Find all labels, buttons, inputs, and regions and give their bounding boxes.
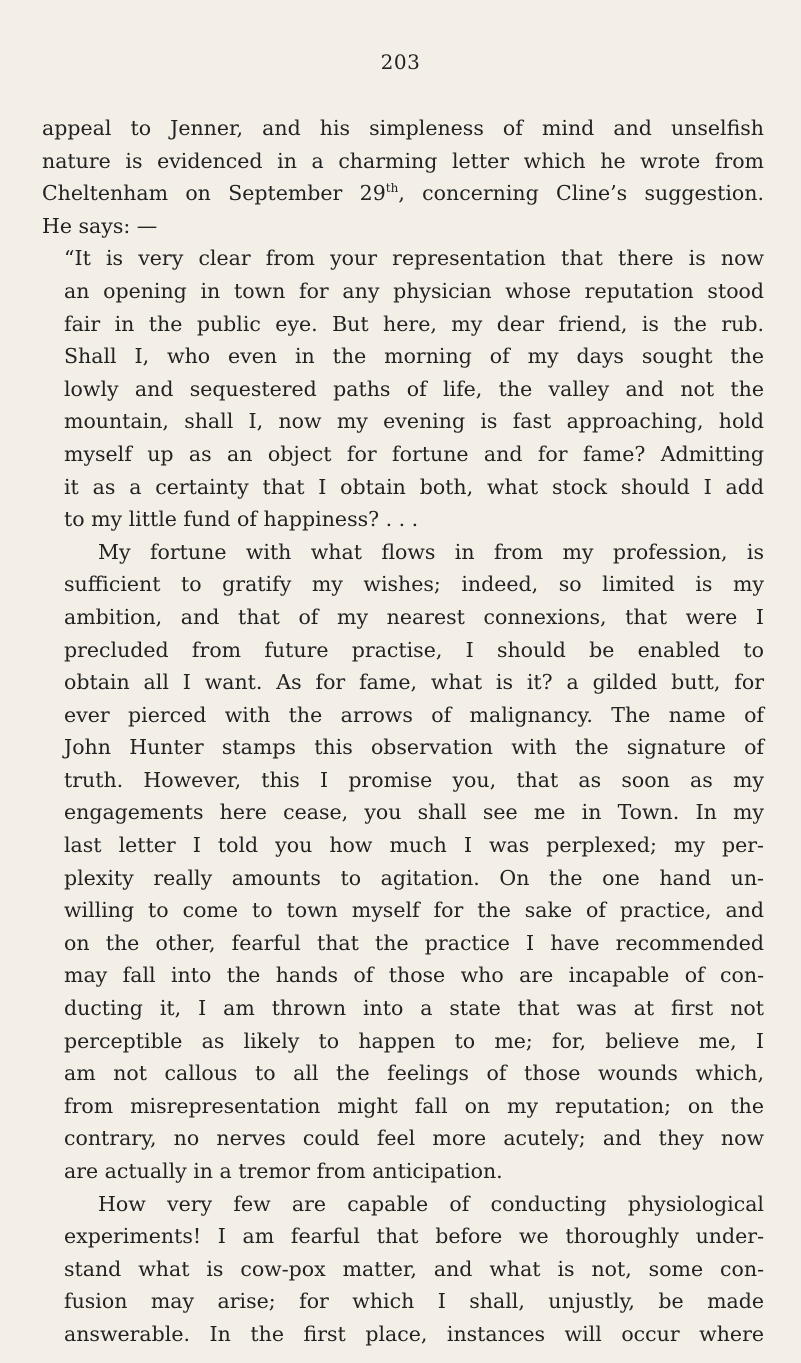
text-line: on the other, fearful that the practice I have recommended bbox=[64, 930, 764, 955]
text-line: Shall I, who even in the morning of my days sought the bbox=[64, 344, 764, 369]
text-line: truth. However, this I promise you, that as soon as my bbox=[64, 767, 764, 792]
text-line: willing to come to town myself for the sake of practice, and bbox=[64, 898, 764, 923]
text-line: How very few are capable of conducting physiological bbox=[98, 1191, 764, 1216]
text-line: to my little fund of happiness? . . . bbox=[64, 507, 419, 532]
text-line: appeal to Jenner, and his simpleness of mind and unselfish bbox=[42, 116, 764, 140]
text-line: obtain all I want. As for fame, what is it? a gilded butt, for bbox=[64, 670, 764, 695]
text-line: plexity really amounts to agitation. On the one hand un- bbox=[64, 865, 764, 890]
text-line: sufficient to gratify my wishes; indeed, so limited is my bbox=[64, 572, 764, 597]
text-line: precluded from future practise, I should be enabled to bbox=[64, 637, 764, 662]
text-line: answerable. In the first place, instances will occur where bbox=[64, 1321, 764, 1346]
text-line: My fortune with what flows in from my profession, is bbox=[98, 539, 764, 564]
text-line: are actually in a tremor from anticipation. bbox=[64, 1159, 503, 1183]
text-line: may fall into the hands of those who are incapable of con- bbox=[64, 963, 764, 988]
text-line: Cheltenham on September 29th, concerning Cline’s suggestion. bbox=[42, 181, 764, 206]
text-line: lowly and sequestered paths of life, the valley and not the bbox=[64, 376, 764, 401]
text-line: perceptible as likely to happen to me; for, believe me, I bbox=[64, 1028, 764, 1053]
text-line: from misrepresentation might fall on my reputation; on the bbox=[64, 1093, 764, 1118]
page-number: 203 bbox=[380, 50, 421, 74]
text-line: ducting it, I am thrown into a state that was at first not bbox=[64, 996, 764, 1021]
text-line: He says: — bbox=[42, 213, 158, 238]
text-line: contrary, no nerves could feel more acutely; and they now bbox=[64, 1126, 764, 1151]
text-line: ambition, and that of my nearest connexions, that were I bbox=[64, 604, 764, 629]
text-line: last letter I told you how much I was perplexed; my per- bbox=[64, 833, 764, 858]
text-line: engagements here cease, you shall see me in Town. In my bbox=[64, 800, 764, 825]
text-line: fair in the public eye. But here, my dear friend, is the rub. bbox=[64, 311, 764, 336]
text-line: it as a certainty that I obtain both, what stock should I add bbox=[64, 474, 764, 499]
text-line: John Hunter stamps this observation with the signature of bbox=[64, 735, 764, 760]
text-line: fusion may arise; for which I shall, unjustly, be made bbox=[64, 1289, 764, 1314]
text-line: mountain, shall I, now my evening is fast approaching, hold bbox=[64, 409, 764, 434]
text-line: am not callous to all the feelings of those wounds which, bbox=[64, 1061, 764, 1086]
body-text bbox=[42, 112, 764, 1351]
text-line: experiments! I am fearful that before we thoroughly under- bbox=[64, 1224, 764, 1249]
text-line: myself up as an object for fortune and for fame? Admitting bbox=[64, 441, 764, 466]
text-line: ever pierced with the arrows of malignancy. The name of bbox=[64, 702, 764, 727]
text-line: nature is evidenced in a charming letter which he wrote from bbox=[42, 148, 764, 173]
text-line: stand what is cow-pox matter, and what is not, some con- bbox=[64, 1256, 764, 1281]
text-line: an opening in town for any physician whose reputation stood bbox=[64, 278, 764, 303]
text-line: “It is very clear from your representation that there is now bbox=[64, 246, 764, 271]
